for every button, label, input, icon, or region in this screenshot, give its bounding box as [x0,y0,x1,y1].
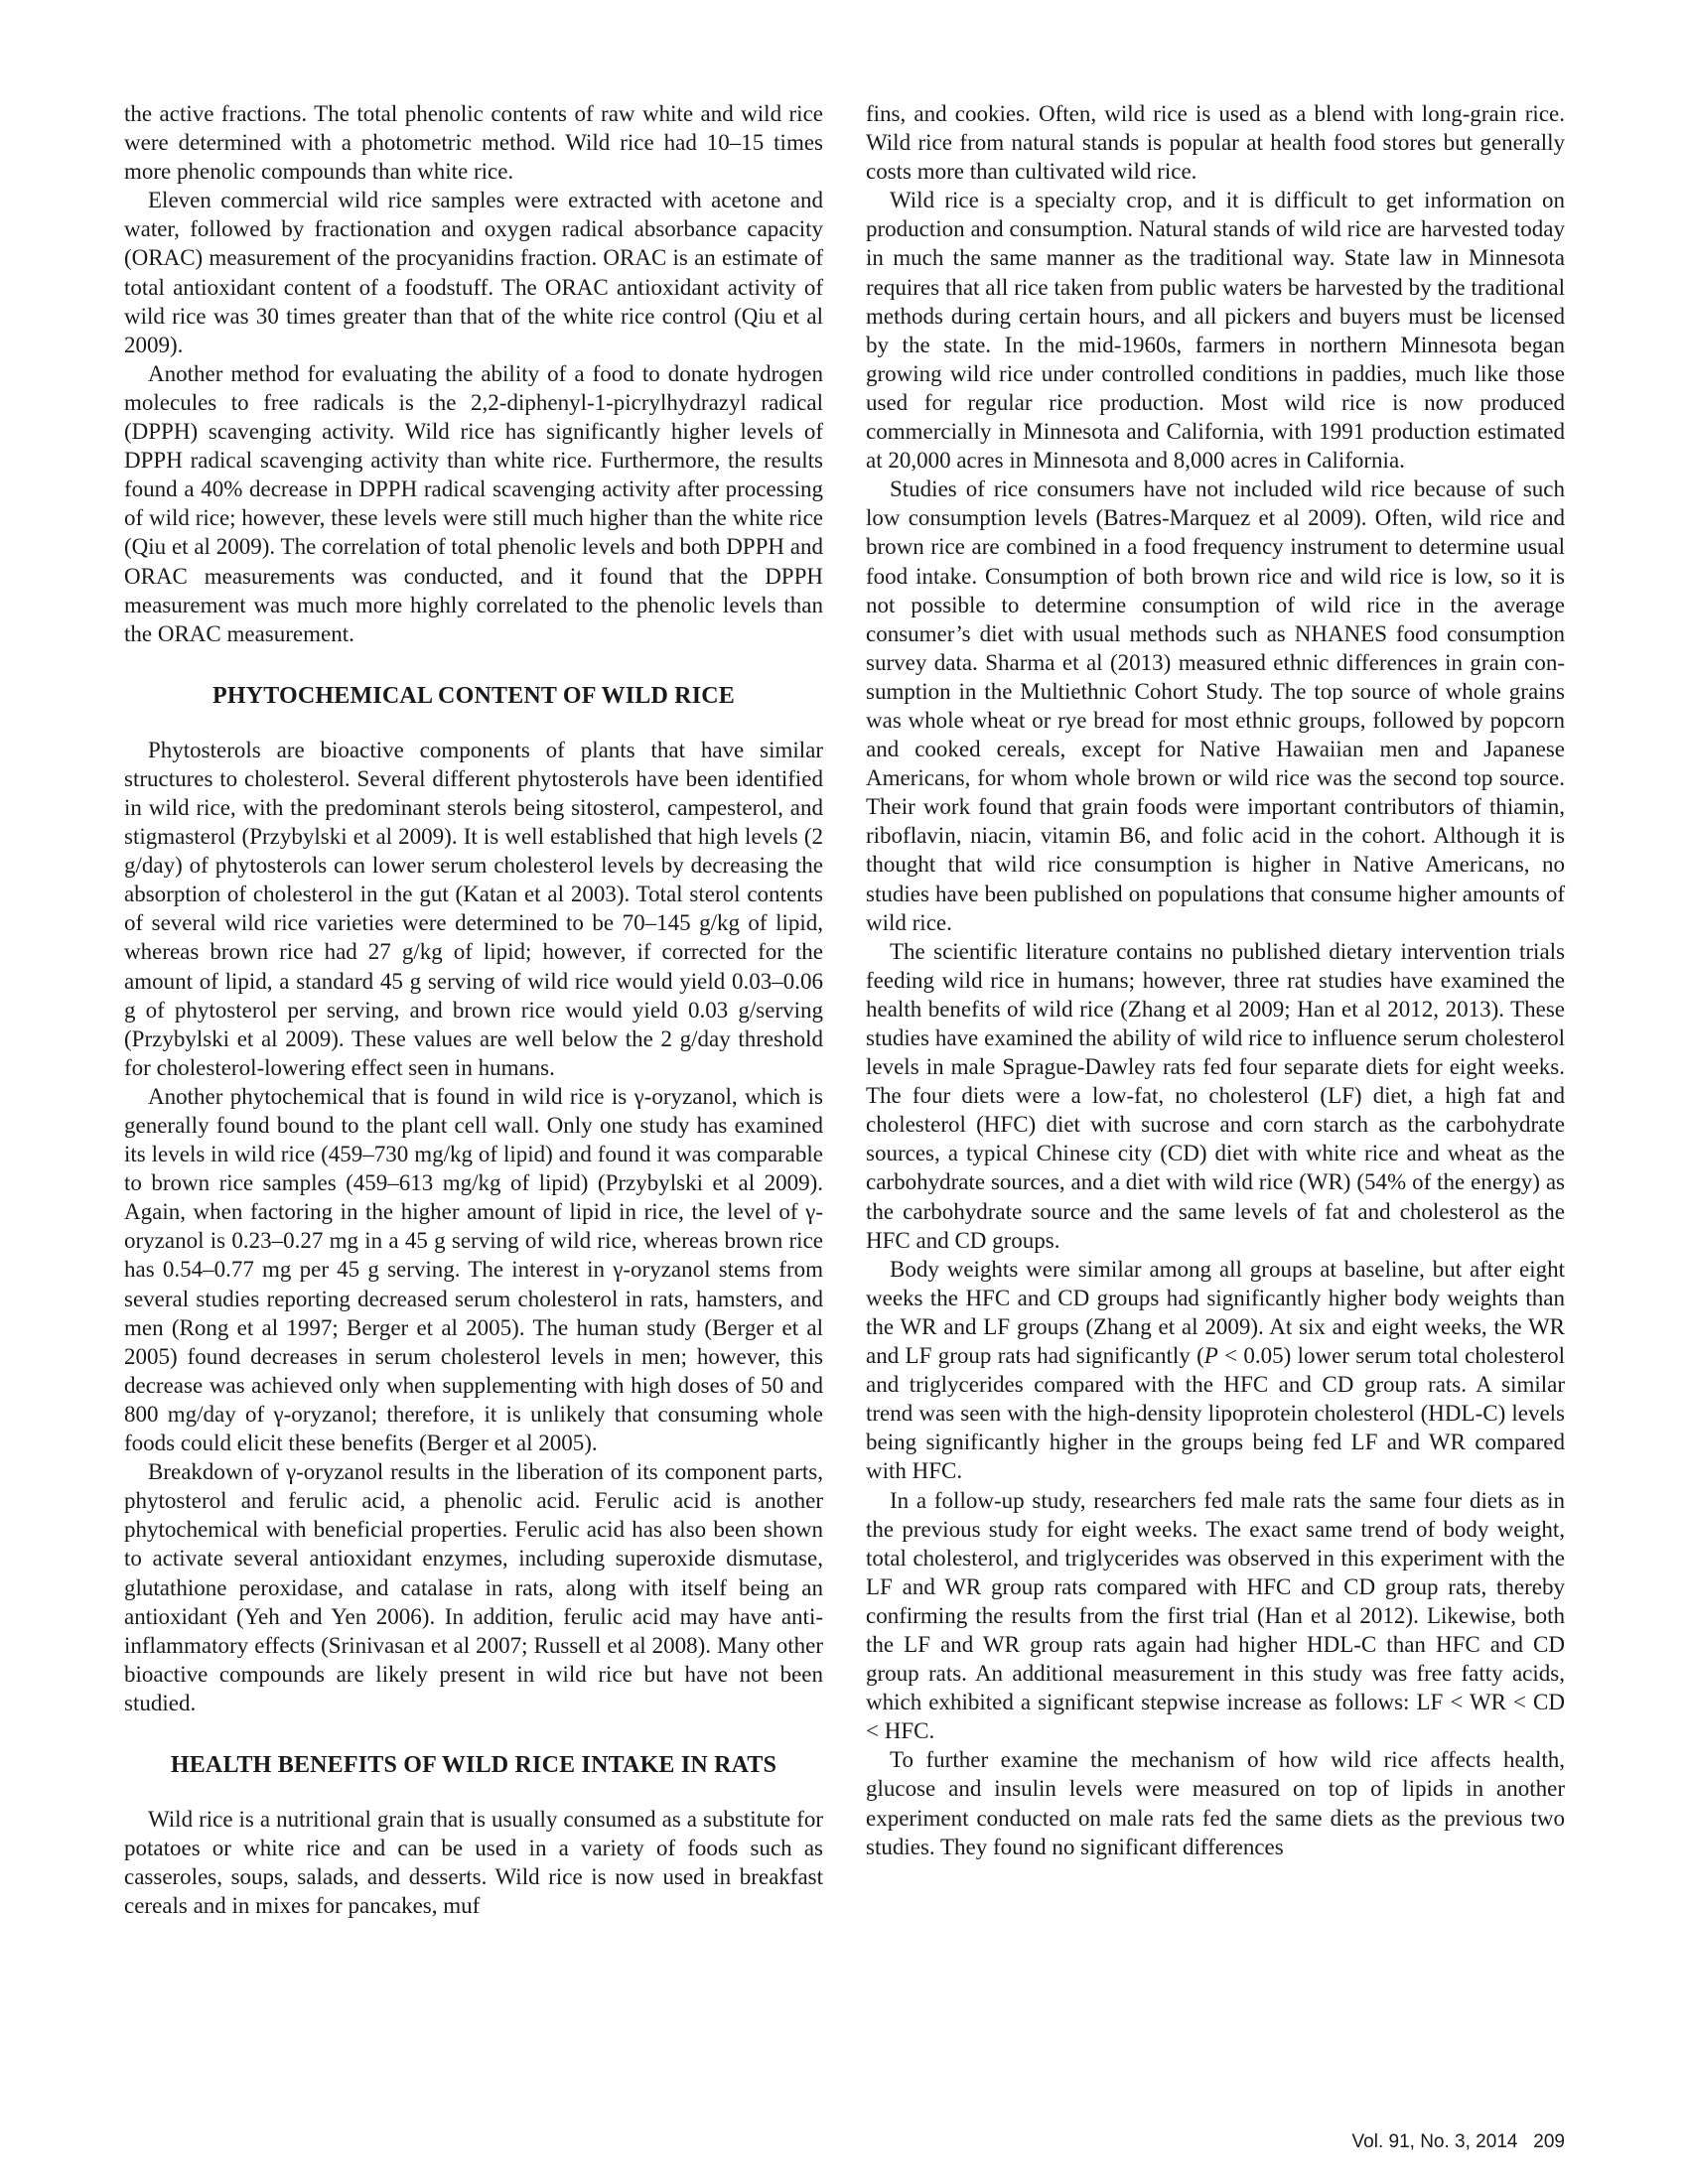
paragraph: Studies of rice consumers have not included wild rice because of such low consumption levels (Batres-Marquez et al 2009). Often, wild rice and brown rice are combined in a food frequency instrument to determine usual food intake. Consumption of both brown rice and wild rice is low, so it is not possible to determine consumption of wild rice in the average consumer’s diet with usual methods such as NHANES food consumption survey data. Sharma et al (2013) measured ethnic differences in grain consumption in the Multiethnic Cohort Study. The top source of whole grains was whole wheat or rye bread for most ethnic groups, followed by popcorn and cooked cereals, except for Native Hawaiian men and Japanese Americans, for whom whole brown or wild rice was the second top source. Their work found that grain foods were important contributors of thiamin, riboflavin, niacin, vitamin B6, and folic acid in the cohort. Although it is thought that wild rice consumption is higher in Native Americans, no studies have been published on populations that consume higher amounts of wild rice. [866,477,1565,935]
page-number: 209 [1533,2131,1565,2152]
paragraph: In a follow-up study, researchers fed male rats the same four diets as in the previous study for eight weeks. The exact same trend of body weight, total cholesterol, and triglycerides was observed in this experiment with the LF and WR group rats compared with HFC and CD group rats, thereby confirming the results from the first trial (Han et al 2012). Likewise, both the LF and WR group rats again had higher HDL-C than HFC and CD group rats. An additional measurement in this study was free fatty acids, which exhibited a significant stepwise increase as follows: LF < WR < CD < HFC. [866,1487,1565,1744]
paragraph: Phytosterols are bioactive components of plants that have similar structures to cholesterol. Several different phytosterols have been identified in wild rice, with the predominant sterols being sitosterol, campesterol, and stigmasterol (Przybylski et al 2009). It is well established that high levels (2 g/day) of phytosterols can lower serum cholesterol levels by decreasing the absorption of cholesterol in the gut (Katan et al 2003). Total sterol contents of several wild rice varieties were determined to be 70–145 g/kg of lipid, whereas brown rice had 27 g/kg of lipid; however, if corrected for the amount of lipid, a standard 45 g serving of wild rice would yield 0.03–0.06 g of phytosterol per serving, and brown rice would yield 0.03 g/serving (Przybylski et al 2009). These values are well below the 2 g/day threshold for cholesterol-lowering effect seen in humans. [124,737,823,1080]
paragraph-text: Body weights were similar among all groups at baseline, but after eight weeks the HFC and CD groups had significantly higher body weights than the WR and LF groups (Zhang et al 2009). At six and eight weeks, the WR and LF group rats had significantly ( [866,1256,1565,1369]
paragraph: Eleven commercial wild rice samples were extracted with acetone and water, followed by fractionation and oxygen radical absorbance capacity (ORAC) measurement of the procyanidins fraction. ORAC is an estimate of total antioxidant content of a foodstuff. The ORAC antioxidant activity of wild rice was 30 times greater than that of the white rice control (Qiu et al 2009). [124,188,823,357]
issue-info: Vol. 91, No. 3, 2014 [1351,2131,1518,2152]
paragraph-text: < 0.05) lower serum total cholesterol and triglycerides compared with the HFC and CD group rats. A similar trend was seen with the high-density lipoprotein cholesterol (HDL-C) levels being significantly higher in the groups being fed LF and WR compared with HFC. [866,1343,1565,1484]
p-value-symbol: P [1203,1343,1218,1369]
paragraph: fins, and cookies. Often, wild rice is used as a blend with long-grain rice. Wild rice from natural stands is popular at health food stores but generally costs more than cultivated wild rice. [866,101,1565,185]
section-heading: PHYTOCHEMICAL CONTENT OF WILD RICE [212,682,735,709]
paragraph: The scientific literature contains no published dietary intervention trials feeding wild rice in humans; however, three rat studies have examined the health benefits of wild rice (Zhang et al 2009; Han et al 2012, 2013). These studies have examined the ability of wild rice to influence serum cholesterol levels in male Sprague-Dawley rats fed four separate diets for eight weeks. The four diets were a low-fat, no cholesterol (LF) diet, a high fat and cholesterol (HFC) diet with sucrose and corn starch as the carbohydrate sources, a typical Chinese city (CD) diet with white rice and wheat as the carbohydrate sources, and a diet with wild rice (WR) (54% of the energy) as the carbohydrate source and the same levels of fat and cholesterol as the HFC and CD groups. [866,938,1565,1253]
left-column [124,99,823,1920]
paragraph: Wild rice is a nutritional grain that is usually consumed as a substitute for potatoes or white rice and can be used in a variety of foods such as casseroles, soups, salads, and desserts. Wild rice is now used in breakfast cereals and in mixes for pancakes, muf [124,1806,823,1919]
paragraph: To further examine the mechanism of how wild rice affects health, glucose and insulin levels were measured on top of lipids in another experiment conducted on male rats fed the same diets as the previous two studies. They found no significant differences [866,1747,1565,1859]
paragraph [866,1255,1565,1486]
right-column [866,99,1565,1861]
paragraph: Another method for evaluating the ability of a food to donate hydrogen molecules to free radicals is the 2,2-diphenyl-1-picrylhydrazyl radical (DPPH) scavenging activity. Wild rice has significantly higher levels of DPPH radical scavenging activity than white rice. Furthermore, the results found a 40% decrease in DPPH radical scavenging activity after processing of wild rice; however, these levels were still much higher than the white rice (Qiu et al 2009). The correlation of total phenolic levels and both DPPH and ORAC measurements was conducted, and it found that the DPPH measurement was much more highly correlated to the phenolic levels than the ORAC measurement. [124,360,823,646]
paragraph: Another phytochemical that is found in wild rice is γ-oryzanol, which is generally found bound to the plant cell wall. Only one study has examined its levels in wild rice (459–730 mg/kg of lipid) and found it was comparable to brown rice samples (459–613 mg/kg of lipid) (Przybylski et al 2009). Again, when factoring in the higher amount of lipid in rice, the level of γ-oryzanol is 0.23–0.27 mg in a 45 g serving of wild rice, whereas brown rice has 0.54–0.77 mg per 45 g serving. The interest in γ-oryzanol stems from several studies reporting decreased serum cholesterol in rats, hamsters, and men (Rong et al 1997; Berger et al 2005). The human study (Berger et al 2005) found decreases in serum cholesterol levels in men; however, this decrease was achieved only when supplementing with high doses of 50 and 800 mg/day of γ-oryzanol; therefore, it is unlikely that consuming whole foods could elicit these benefits (Berger et al 2005). [124,1083,823,1456]
paragraph: the active fractions. The total phenolic contents of raw white and wild rice were determined with a photometric method. Wild rice had 10–15 times more phenolic compounds than white rice. [124,101,823,185]
paragraph: Breakdown of γ-oryzanol results in the liberation of its component parts, phytosterol and ferulic acid, a phenolic acid. Ferulic acid is another phytochemical with beneficial properties. Ferulic acid has also been shown to activate several antioxidant enzymes, including superoxide dismutase, glutathione peroxidase, and catalase in rats, along with itself being an antioxidant (Yeh and Yen 2006). In addition, ferulic acid may have anti-inflammatory effects (Srinivasan et al 2007; Russell et al 2008). Many other bioactive compounds are likely present in wild rice but have not been studied. [124,1459,823,1715]
section-heading: HEALTH BENEFITS OF WILD RICE INTAKE IN RATS [170,1751,777,1778]
paragraph: Wild rice is a specialty crop, and it is difficult to get information on production and consumption. Natural stands of wild rice are harvested today in much the same manner as the traditional way. State law in Minnesota requires that all rice taken from public waters be harvested by the traditional methods during certain hours, and all pickers and buyers must be licensed by the state. In the mid-1960s, farmers in northern Minnesota began growing wild rice under controlled conditions in paddies, much like those used for regular rice production. Most wild rice is now produced commercially in Minnesota and California, with 1991 production estimated at 20,000 acres in Minnesota and 8,000 acres in California. [866,188,1565,474]
page-footer [1352,2131,1565,2153]
